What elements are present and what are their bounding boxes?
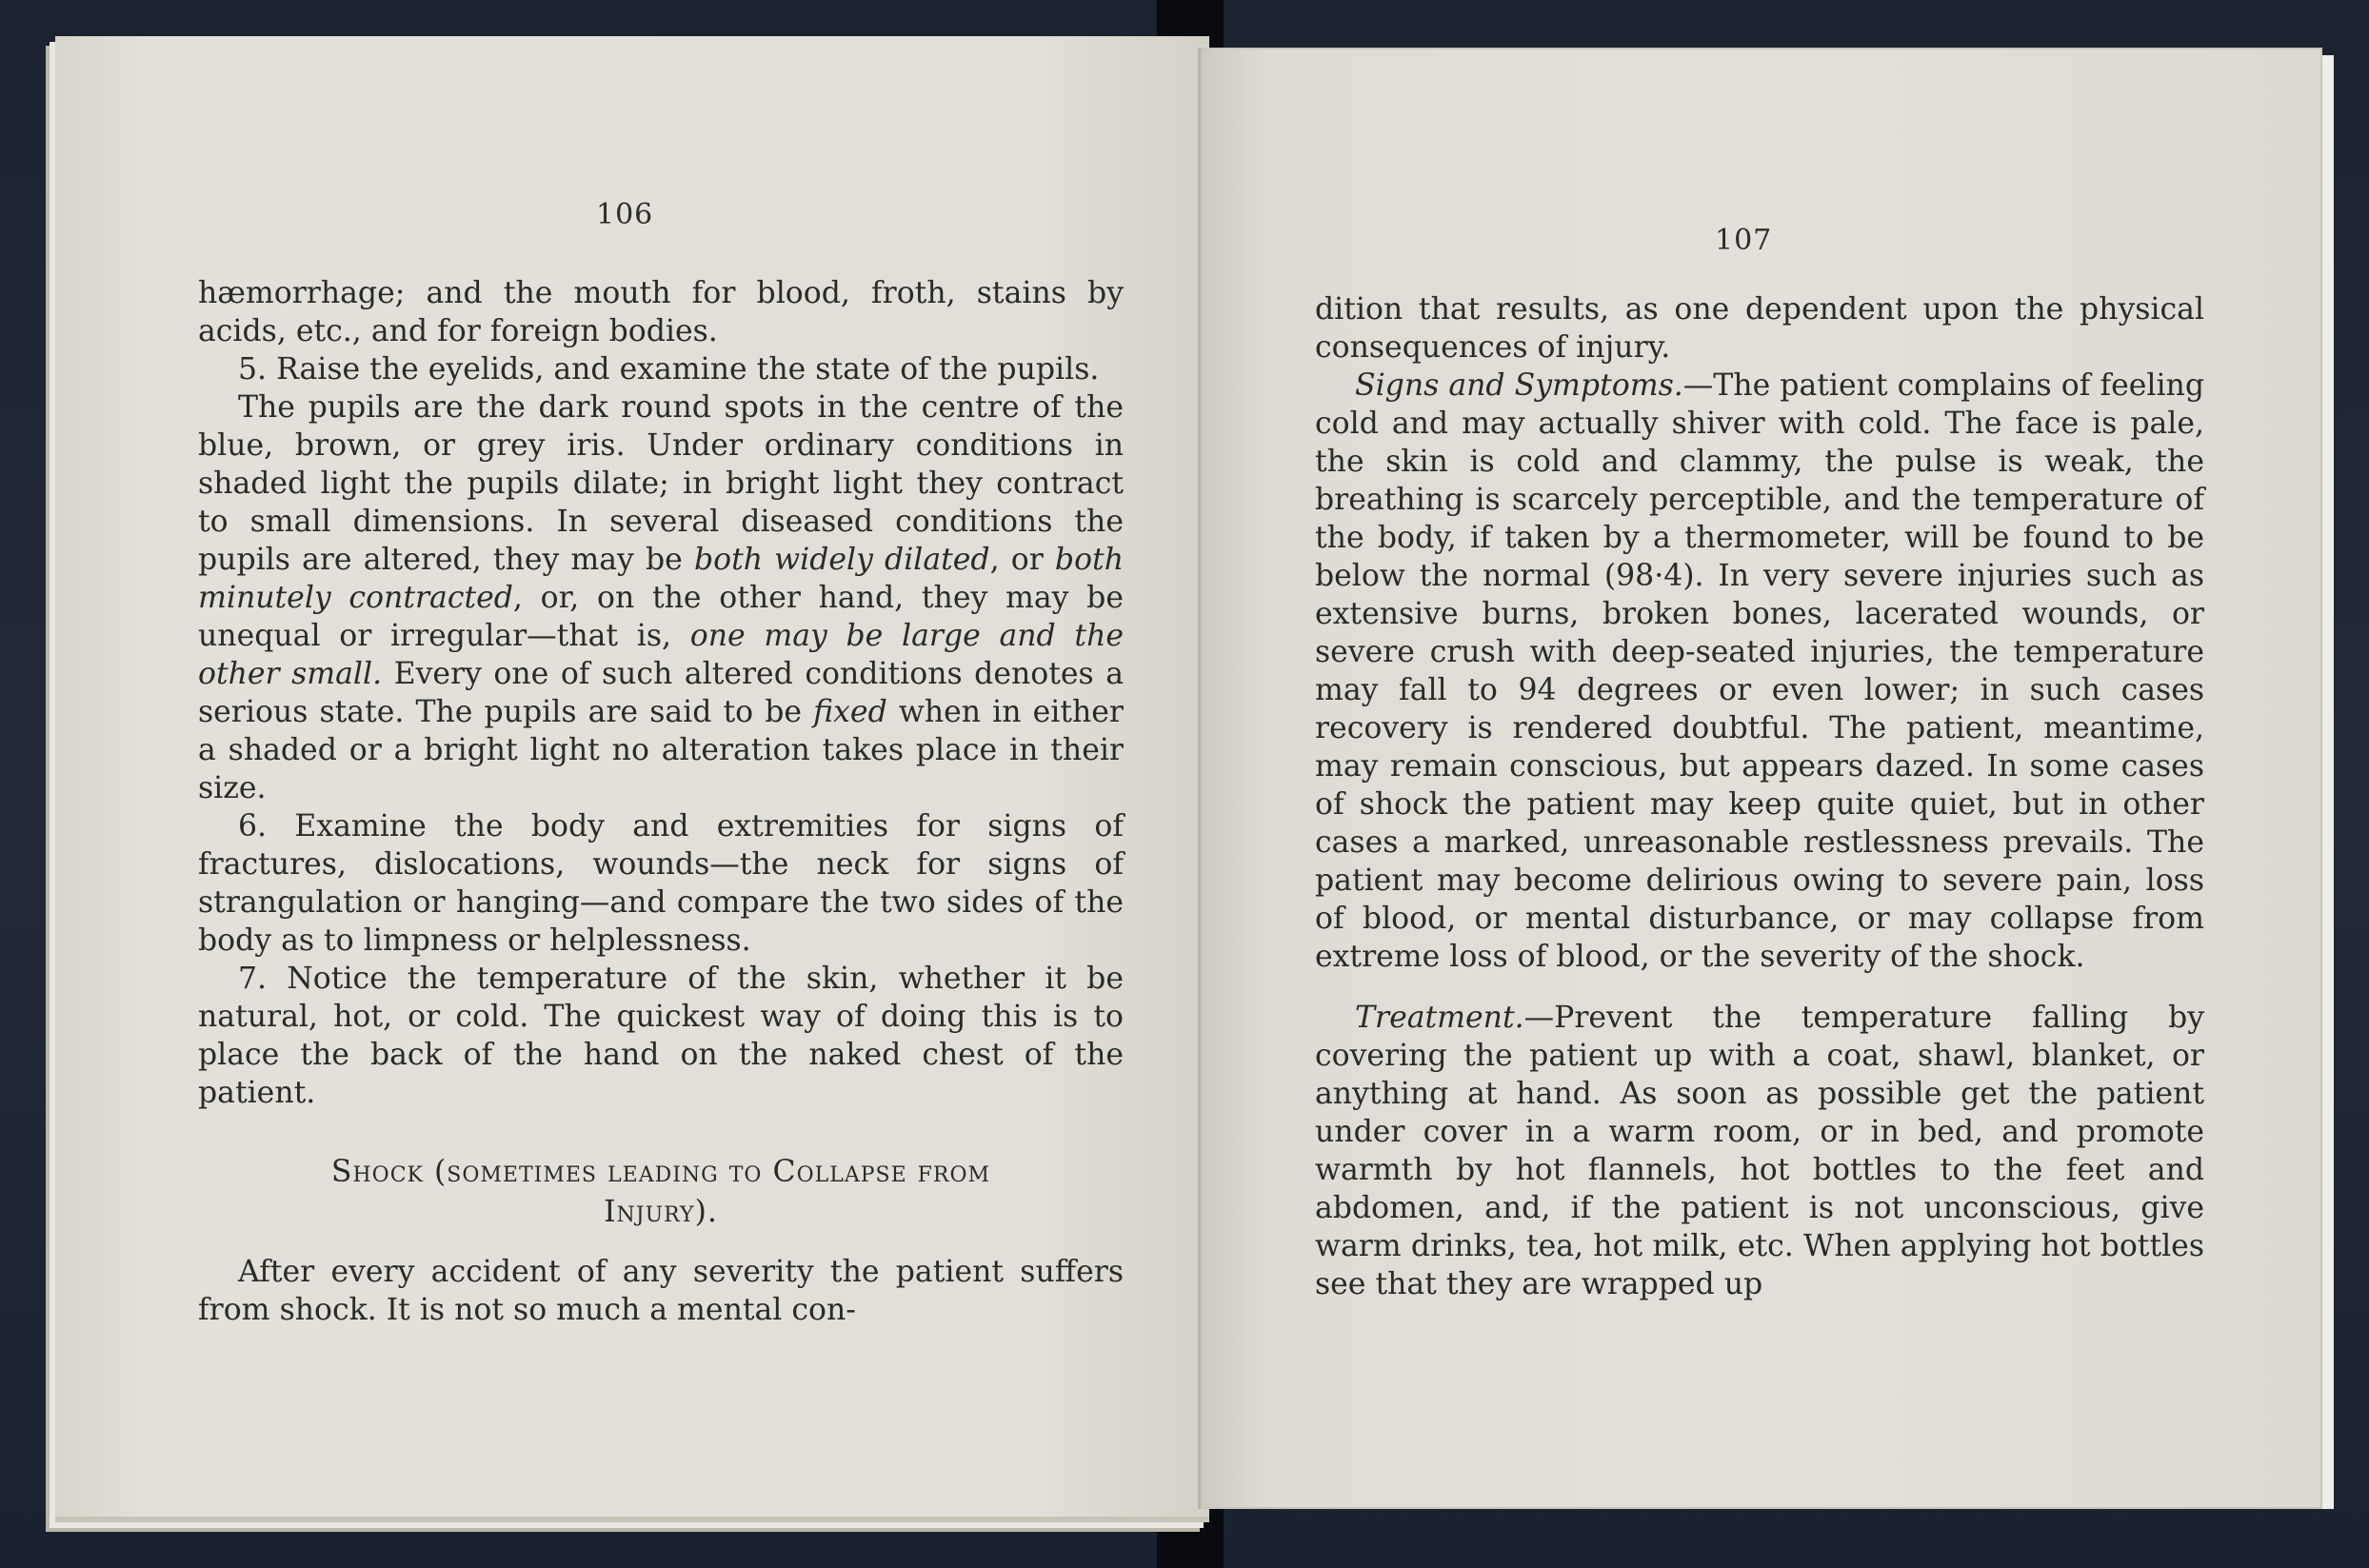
paragraph-signs xyxy=(1315,367,2204,976)
text-run: when in either a shaded or a bright light no alteration takes place in their size. xyxy=(198,695,1124,805)
paragraph: 6. Examine the body and extremities for signs of fractures, dislocations, wounds—the neck for signs of strangulation or hanging—and compare the two sides of the body as to limpness or helplessness. xyxy=(198,809,1124,958)
section-heading xyxy=(198,1152,1124,1232)
text-run: , or xyxy=(989,543,1055,577)
page-number-left: 106 xyxy=(596,198,654,231)
left-page xyxy=(55,36,1209,1522)
heading-line: Shock (sometimes leading to Collapse from xyxy=(330,1155,991,1189)
paragraph-treatment xyxy=(1315,999,2204,1303)
paragraph: After every accident of any severity the patient suffers from shock. It is not so much a mental con- xyxy=(198,1255,1124,1327)
paragraph: 5. Raise the eyelids, and examine the state of the pupils. xyxy=(238,352,1100,387)
italic-lead: Signs and Symptoms. xyxy=(1355,368,1683,403)
paragraph: dition that results, as one dependent upon the physical consequences of injury. xyxy=(1315,292,2204,365)
text-run: —The patient complains of feeling cold and may actually shiver with cold. The face is pale, the skin is cold and clammy, the pulse is weak, the breathing is scarcely perceptible, and the temperature of the body, if taken by a thermometer, will be found to be below the normal (98·4). In very severe injuries such as extensive burns, broken bones, lacerated wounds, or severe crush with deep-seated injuries, the temperature may fall to 94 degrees or even lower; in such cases recovery is rendered doubtful. The patient, meantime, may remain conscious, but appears dazed. In some cases of shock the patient may keep quite quiet, but in other cases a marked, unreasonable restlessness prevails. The patient may become delirious owing to severe pain, loss of blood, or mental disturbance, or may collapse from extreme loss of blood, or the severity of the shock. xyxy=(1315,368,2205,974)
paragraph-pupils xyxy=(198,388,1124,807)
paragraph: hæmorrhage; and the mouth for blood, froth, stains by acids, etc., and for foreign bodies. xyxy=(198,276,1124,348)
left-page-text xyxy=(198,274,1124,1329)
text-run: The pupils are the dark round spots in the centre of the blue, brown, or grey iris. Under ordinary conditions in shaded light the pupils dilate; in bright light they contract to small dimensions. In several diseased conditions the pupils are altered, they may be xyxy=(198,390,1124,577)
italic-phrase: one may be large and the other small. xyxy=(198,619,1125,691)
text-run: Every one of such altered conditions denotes a serious state. The pupils are said to be xyxy=(198,657,1124,729)
text-run: —Prevent the temperature falling by covering the patient up with a coat, shawl, blanket, or anything at hand. As soon as possible get the patient under cover in a warm room, or in bed, and promote warmth by hot flannels, hot bottles to the feet and abdomen, and, if the patient is not unconscious, give warm drinks, tea, hot milk, etc. When applying hot bottles see that they are wrapped up xyxy=(1315,1001,2204,1301)
paragraph: 7. Notice the temperature of the skin, whether it be natural, hot, or cold. The quickest way of doing this is to place the back of the hand on the naked chest of the patient. xyxy=(198,962,1124,1110)
text-run: , or, on the other hand, they may be unequal or irregular—that is, xyxy=(198,581,1124,653)
page-number-right: 107 xyxy=(1715,224,1773,257)
italic-phrase: fixed xyxy=(813,695,887,729)
italic-phrase: both widely dilated xyxy=(693,543,990,577)
italic-lead: Treatment. xyxy=(1355,1001,1524,1035)
right-page xyxy=(1198,48,2322,1509)
right-page-text xyxy=(1315,290,2204,1303)
heading-line: Injury). xyxy=(604,1195,718,1229)
italic-phrase: both minutely contracted xyxy=(198,543,1124,615)
